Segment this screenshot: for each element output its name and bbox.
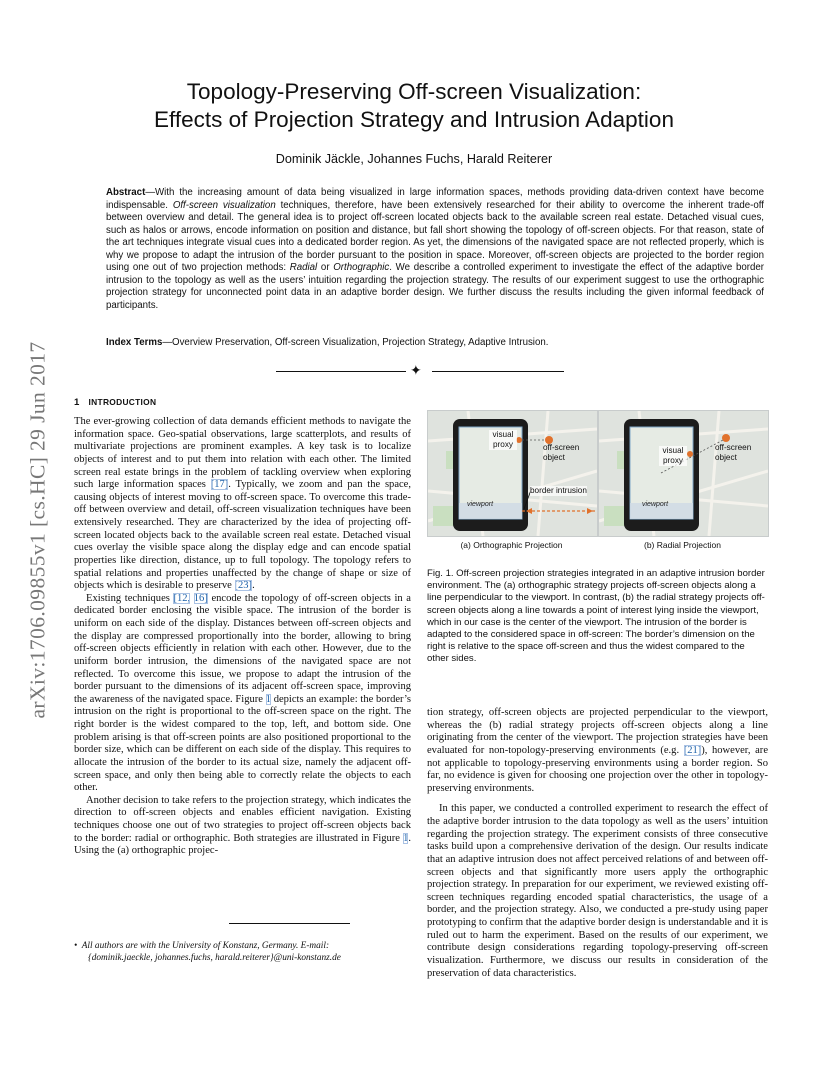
- abstract-emphasis-1: Off-screen visualization: [172, 199, 276, 211]
- separator-diamond-icon: ✦: [410, 362, 422, 378]
- figure-panel-radial: [598, 410, 769, 537]
- paper-title: [0, 78, 828, 134]
- title-line-2: Effects of Projection Strategy and Intrusion Adaption: [154, 107, 674, 132]
- footnote-line-1: • All authors are with the University of Konstanz, Germany. E-mail:: [74, 941, 330, 951]
- paragraph: [74, 416, 411, 593]
- separator-line-right: [432, 371, 564, 372]
- abstract-text-2: techniques, therefore, have been extensively researched for their ability to overcome the inherent trade-off between overview and detail. The general idea is to project off-screen located objects back to the available screen real estate. Detached visual cues, such as halos or arrows, encode information on position and distance, but fall short showing the topology of off-screen objects. For that reason, state of the art techniques integrate visual cues into a dedicated border region. As yet, the dimensions of the navigated space are not reflected properly, which is why we propose to adapt the intrusion of the border pursuant to the position in space. Moreover, off-screen objects are projected to the border region using one out of two projection methods:: [106, 199, 764, 274]
- footnote: [74, 940, 411, 965]
- paragraph: [74, 593, 411, 795]
- text-run: .: [252, 580, 255, 592]
- label-viewport: viewport: [642, 501, 669, 508]
- subcaption-b: (b) Radial Projection: [643, 540, 721, 550]
- text-run: The ever-growing collection of data demands efficient methods to navigate the information space. Geo-spatial observations, large scatterplots, and results of multivariate projections are prominent examples. A key task is to localize objects of interest and to put them into relation with each other. The limited screen real estate brings in the problem of tackling overview when exploring such large information spaces: [74, 416, 411, 491]
- text-run: encode the topology of off-screen objects in a dedicated border enclosing the visible space. The intrusion of the border is uniform on each side of the display. Distances between off-screen objects and the display are compressed proportionally into the border, allowing to bring off-screen objects efficiently in relation with each other. However, due to the uniform border intrusion, the dimensions of the navigated space are not reflected. To overcome this issue, we propose to adapt the intrusion of the border pursuant to the dimensions of its adjacent off-screen space, improving the awareness of the navigated space. Figure: [74, 592, 411, 705]
- separator-line-left: [276, 371, 406, 372]
- subcaption-a: (a) Orthographic Projection: [460, 540, 563, 550]
- abstract: [106, 187, 764, 312]
- figure-caption: Fig. 1. Off-screen projection strategies integrated in an adaptive intrusion border environment. The (a) orthographic strategy projects off-screen objects along a line perpendicular to the viewport. In contrast, (b) the radial strategy projects off-screen objects along a line towards a point of interest lying inside the viewport, which in our case is the center of the viewport. The intrusion of the border is adapted to the considered space in off-screen: The border’s dimension on the right is relative to the space off-screen and thus the widest compared to the other sides.: [427, 568, 765, 665]
- abstract-label: Abstract: [106, 187, 146, 198]
- citation-link[interactable]: [23]: [234, 580, 253, 592]
- citation-link[interactable]: [12,: [173, 592, 191, 604]
- label-visual-proxy: visual proxy: [489, 430, 517, 450]
- left-column: [74, 416, 411, 858]
- title-line-1: Topology-Preserving Off-screen Visualization:: [186, 79, 642, 104]
- text-run: Existing techniques: [86, 592, 174, 604]
- citation-link[interactable]: [17]: [210, 479, 229, 491]
- footnote-affiliation: All authors are with the University of Konstanz, Germany. E-mail:: [81, 941, 330, 951]
- index-terms: [106, 337, 764, 349]
- text-run: depicts an example: the border’s intrusion on the right is proportional to the off-screen space on the right. The right border is the widest compared to the top, left, and bottom side. One problem arising is that off-screen points are also positioned proportional to the border size, which can be different on each side of the display. This requires to allocate the intrusion of the border to its actual size, namely the adjacent off-screen space, and only then being able to correctly relate the objects to each other.: [74, 693, 411, 794]
- paragraph: [74, 795, 411, 858]
- map-illustration-b: [599, 411, 768, 536]
- citation-link[interactable]: 16]: [193, 592, 208, 604]
- text-run: . Using the (a) orthographic projec-: [74, 832, 411, 857]
- arxiv-identifier: arXiv:1706.09855v1 [cs.HC] 29 Jun 2017: [25, 341, 50, 719]
- text-run: tion strategy, off-screen objects are projected perpendicular to the viewport, whereas the (b) radial strategy projects off-screen objects along a line originating from the center of the viewport. The projection strategies have been evaluated for non-topology-preserving environments (e.g.: [427, 707, 768, 756]
- figure-link[interactable]: 1: [265, 693, 271, 705]
- abstract-emphasis-2: Radial: [289, 262, 318, 274]
- text-run: . Typically, we zoom and pan the space, causing objects of interest moving to off-screen space. To overcome this trade-off between overview and detail, off-screen visualization techniques have been extensively researched. They are characterized by the idea of projecting off-screen located objects back to the available screen real estate. Detached visual cues overlay the visible space along the display edge and can encode spatial properties like direction, distance, up to full topology. The topology refers to spatial relations and properties unaffected by the change of shape or size of objects which is desirable to preserve: [74, 479, 411, 592]
- label-offscreen-object: off-screen object: [715, 443, 752, 462]
- paragraph: In this paper, we conducted a controlled experiment to research the effect of the adaptive border intrusion to the data topology as well as the users’ intuition regarding the projection strategy. The experiment consists of three consecutive tasks build upon a comprehensive derivation of the design. Our results indicate that an adaptive intrusion does not affect perceived relations of and between off-screen objects and that significantly more users apply the orthographic projection strategy. In preparation for our experiment, we reviewed existing off-screen techniques regarding encoded spatial characteristics, the usage of a border, and the projection strategy. Also, we conducted a pre-study using paper prototyping to confirm that the adaptive border design is understandable and it is ruled out to harm the experiment. Based on the results of our experiment, we contribute design considerations regarding topology-preserving off-screen visualization. Furthermore, we discuss our results in consideration of the preservation of data characteristics.: [427, 803, 768, 979]
- abstract-text-4: . We describe a controlled experiment to investigate the effect of the adaptive border intrusion to the topology as well as the users’ intuition regarding the projection strategy. The results of our experiment suggest to use the orthographic projection strategy for unconnected point data in an adaptive border design. We further discuss the results including the given informal feedback of participants.: [106, 262, 764, 311]
- figure-link[interactable]: 1: [403, 832, 409, 844]
- text-run: ), however, are not applicable to topology-preserving environments using a border region. So far, no evidence is given for choosing one projection over the other in topology-preserving environments.: [427, 744, 768, 794]
- abstract-emphasis-3: Orthographic: [333, 262, 390, 274]
- section-number: 1: [74, 397, 80, 408]
- abstract-text-3: or: [317, 262, 334, 274]
- author-list: Dominik Jäckle, Johannes Fuchs, Harald Reiterer: [275, 152, 553, 166]
- citation-link[interactable]: [21]: [683, 744, 702, 756]
- abstract-text-1: —With the increasing amount of data being visualized in large information spaces, methods providing data-driven context have become indispensable.: [106, 187, 764, 211]
- index-terms-label: Index Terms: [106, 337, 163, 348]
- index-terms-text: —Overview Preservation, Off-screen Visualization, Projection Strategy, Adaptive Intrusion.: [162, 337, 549, 348]
- figure-panel-orthographic: [427, 410, 598, 537]
- footnote-rule: [229, 923, 350, 924]
- right-column: [427, 707, 768, 980]
- footnote-emails: {dominik.jaeckle, johannes.fuchs, harald.reiterer}@uni-konstanz.de: [88, 953, 341, 964]
- section-title: INTRODUCTION: [88, 397, 157, 407]
- paragraph: [427, 707, 768, 795]
- label-viewport: viewport: [467, 501, 494, 508]
- text-run: Another decision to take refers to the projection strategy, which indicates the direction to off-screen objects and enables efficient navigation. Existing techniques choose one out of two strategies to project off-screen objects back to the border: radial or orthographic. Both strategies are illustrated in Figure: [74, 794, 411, 844]
- label-border-intrusion: border intrusion: [530, 486, 587, 495]
- section-heading: [74, 397, 156, 408]
- label-offscreen-object: off-screen object: [543, 443, 580, 462]
- label-visual-proxy: visual proxy: [659, 446, 687, 466]
